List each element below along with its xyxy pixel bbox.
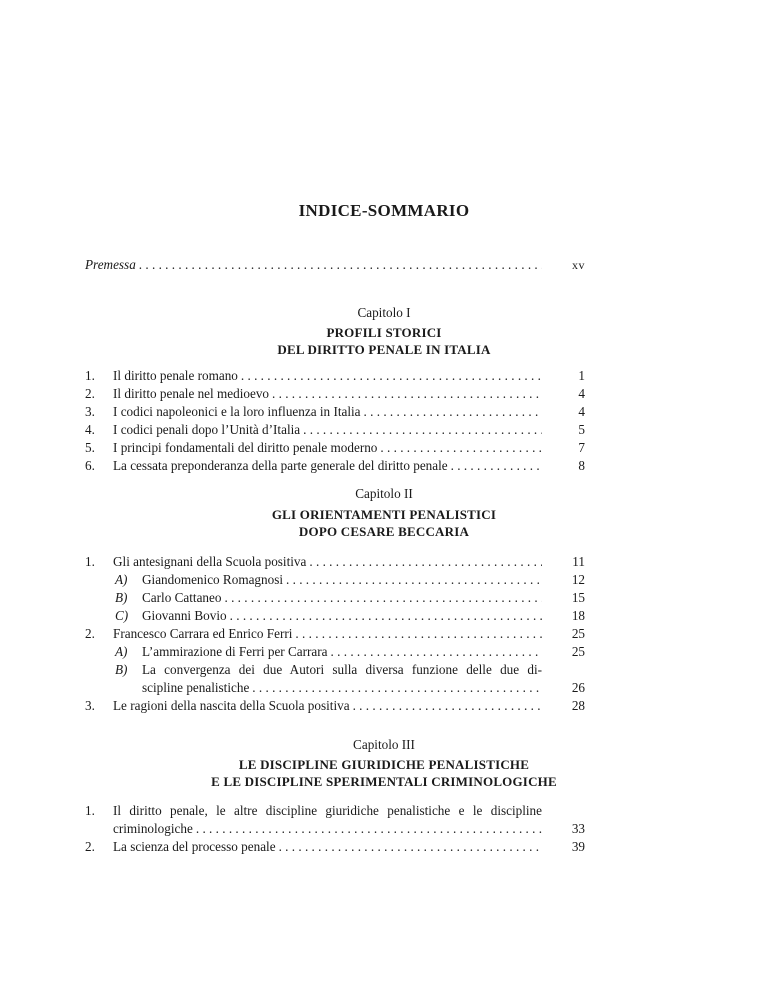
toc-entry-text: scipline penalistiche xyxy=(142,680,250,695)
toc-subentry-letter: C) xyxy=(115,608,129,623)
toc-subentry-continuation[interactable] xyxy=(142,679,542,697)
dot-leader xyxy=(224,589,542,607)
toc-entry[interactable] xyxy=(113,838,542,856)
toc-page-number: 39 xyxy=(571,839,585,854)
toc-entry[interactable] xyxy=(113,403,542,421)
chapter-title: PROFILI STORICI xyxy=(326,325,442,340)
dot-leader xyxy=(451,457,542,475)
toc-entry-number: 2. xyxy=(85,386,95,401)
toc-entry-text: Gli antesignani della Scuola positiva xyxy=(113,554,307,569)
dot-leader xyxy=(286,571,542,589)
dot-leader xyxy=(230,607,542,625)
toc-entry-number: 1. xyxy=(85,554,95,569)
toc-entry-text: Il diritto penale nel medioevo xyxy=(113,386,270,401)
chapter-title: LE DISCIPLINE GIURIDICHE PENALISTICHE xyxy=(238,757,530,772)
chapter-label: Capitolo I xyxy=(357,305,411,320)
toc-page-number: 12 xyxy=(571,572,585,587)
chapter-title: DEL DIRITTO PENALE IN ITALIA xyxy=(277,342,491,357)
dot-leader xyxy=(241,367,542,385)
toc-page-number: 33 xyxy=(571,821,585,836)
dot-leader xyxy=(353,697,542,715)
toc-page-number: 28 xyxy=(571,698,585,713)
chapter-title: E LE DISCIPLINE SPERIMENTALI CRIMINOLOGICHE xyxy=(211,774,557,789)
toc-entry-number: 2. xyxy=(85,626,95,641)
toc-subentry-letter: A) xyxy=(115,572,128,587)
dot-leader xyxy=(331,643,542,661)
toc-entry[interactable] xyxy=(113,457,542,475)
toc-entry-number: 4. xyxy=(85,422,95,437)
toc-page-number: 11 xyxy=(572,554,585,569)
chapter-title: GLI ORIENTAMENTI PENALISTICI xyxy=(271,507,497,522)
toc-entry-text: I principi fondamentali del diritto penale moderno xyxy=(113,440,378,455)
toc-subentry-letter: B) xyxy=(115,662,128,677)
toc-entry[interactable] xyxy=(113,553,542,571)
toc-entry[interactable] xyxy=(113,697,542,715)
toc-entry[interactable] xyxy=(113,421,542,439)
toc-entry-number: 6. xyxy=(85,458,95,473)
toc-entry-text: Giandomenico Romagnosi xyxy=(142,572,284,587)
toc-page-number: 25 xyxy=(571,644,585,659)
toc-page-number: 8 xyxy=(578,458,585,473)
toc-entry[interactable] xyxy=(113,439,542,457)
toc-entry-text: Premessa xyxy=(85,257,136,272)
toc-entry-number: 5. xyxy=(85,440,95,455)
toc-page-number: 26 xyxy=(571,680,585,695)
toc-entry-text: Giovanni Bovio xyxy=(142,608,227,623)
toc-entry-premessa[interactable] xyxy=(85,256,542,274)
toc-page-number: 25 xyxy=(571,626,585,641)
dot-leader xyxy=(295,625,542,643)
toc-page-number: 7 xyxy=(578,440,585,455)
dot-leader xyxy=(196,820,542,838)
toc-subentry[interactable] xyxy=(142,571,542,589)
toc-entry-text: I codici penali dopo l’Unità d’Italia xyxy=(113,422,301,437)
toc-subentry-letter: B) xyxy=(115,590,128,605)
toc-page-number: 4 xyxy=(578,404,585,419)
toc-entry-number: 3. xyxy=(85,698,95,713)
toc-entry-number: 1. xyxy=(85,803,95,818)
toc-entry[interactable] xyxy=(113,367,542,385)
toc-entry[interactable] xyxy=(113,625,542,643)
toc-entry-number: 1. xyxy=(85,368,95,383)
toc-entry-text: I codici napoleonici e la loro influenza in Italia xyxy=(113,404,361,419)
chapter-label: Capitolo II xyxy=(355,486,413,501)
toc-entry-text: La cessata preponderanza della parte generale del diritto penale xyxy=(113,458,448,473)
toc-entry-number: 2. xyxy=(85,839,95,854)
toc-entry[interactable] xyxy=(113,385,542,403)
dot-leader xyxy=(380,439,542,457)
toc-entry-text: Le ragioni della nascita della Scuola positiva xyxy=(113,698,350,713)
toc-entry[interactable]: Il diritto penale, le altre discipline giuridiche penalistiche e le discipline xyxy=(113,803,542,818)
page-title: INDICE-SOMMARIO xyxy=(298,201,470,220)
toc-subentry[interactable] xyxy=(142,643,542,661)
toc-page-number: 4 xyxy=(578,386,585,401)
toc-entry-continuation[interactable] xyxy=(113,820,542,838)
chapter-title: DOPO CESARE BECCARIA xyxy=(298,524,470,539)
toc-entry-text: La scienza del processo penale xyxy=(113,839,276,854)
chapter-label: Capitolo III xyxy=(353,737,415,752)
toc-subentry[interactable]: La convergenza dei due Autori sulla diversa funzione delle due di- xyxy=(142,662,542,677)
toc-entry-text: Carlo Cattaneo xyxy=(142,590,222,605)
toc-subentry-letter: A) xyxy=(115,644,128,659)
toc-entry-text: Il diritto penale romano xyxy=(113,368,238,383)
toc-page-number: 18 xyxy=(571,608,585,623)
dot-leader xyxy=(309,553,542,571)
dot-leader xyxy=(279,838,542,856)
toc-subentry[interactable] xyxy=(142,589,542,607)
toc-entry-text: Francesco Carrara ed Enrico Ferri xyxy=(113,626,293,641)
dot-leader xyxy=(303,421,542,439)
toc-entry-text: L’ammirazione di Ferri per Carrara xyxy=(142,644,328,659)
dot-leader xyxy=(252,679,542,697)
toc-page-number: 1 xyxy=(578,368,585,383)
toc-subentry[interactable] xyxy=(142,607,542,625)
toc-entry-text: criminologiche xyxy=(113,821,193,836)
toc-entry-number: 3. xyxy=(85,404,95,419)
toc-page-number: 5 xyxy=(578,422,585,437)
dot-leader xyxy=(272,385,542,403)
toc-page-number: xv xyxy=(572,258,585,272)
toc-page-number: 15 xyxy=(571,590,585,605)
dot-leader xyxy=(364,403,542,421)
dot-leader xyxy=(139,256,542,274)
